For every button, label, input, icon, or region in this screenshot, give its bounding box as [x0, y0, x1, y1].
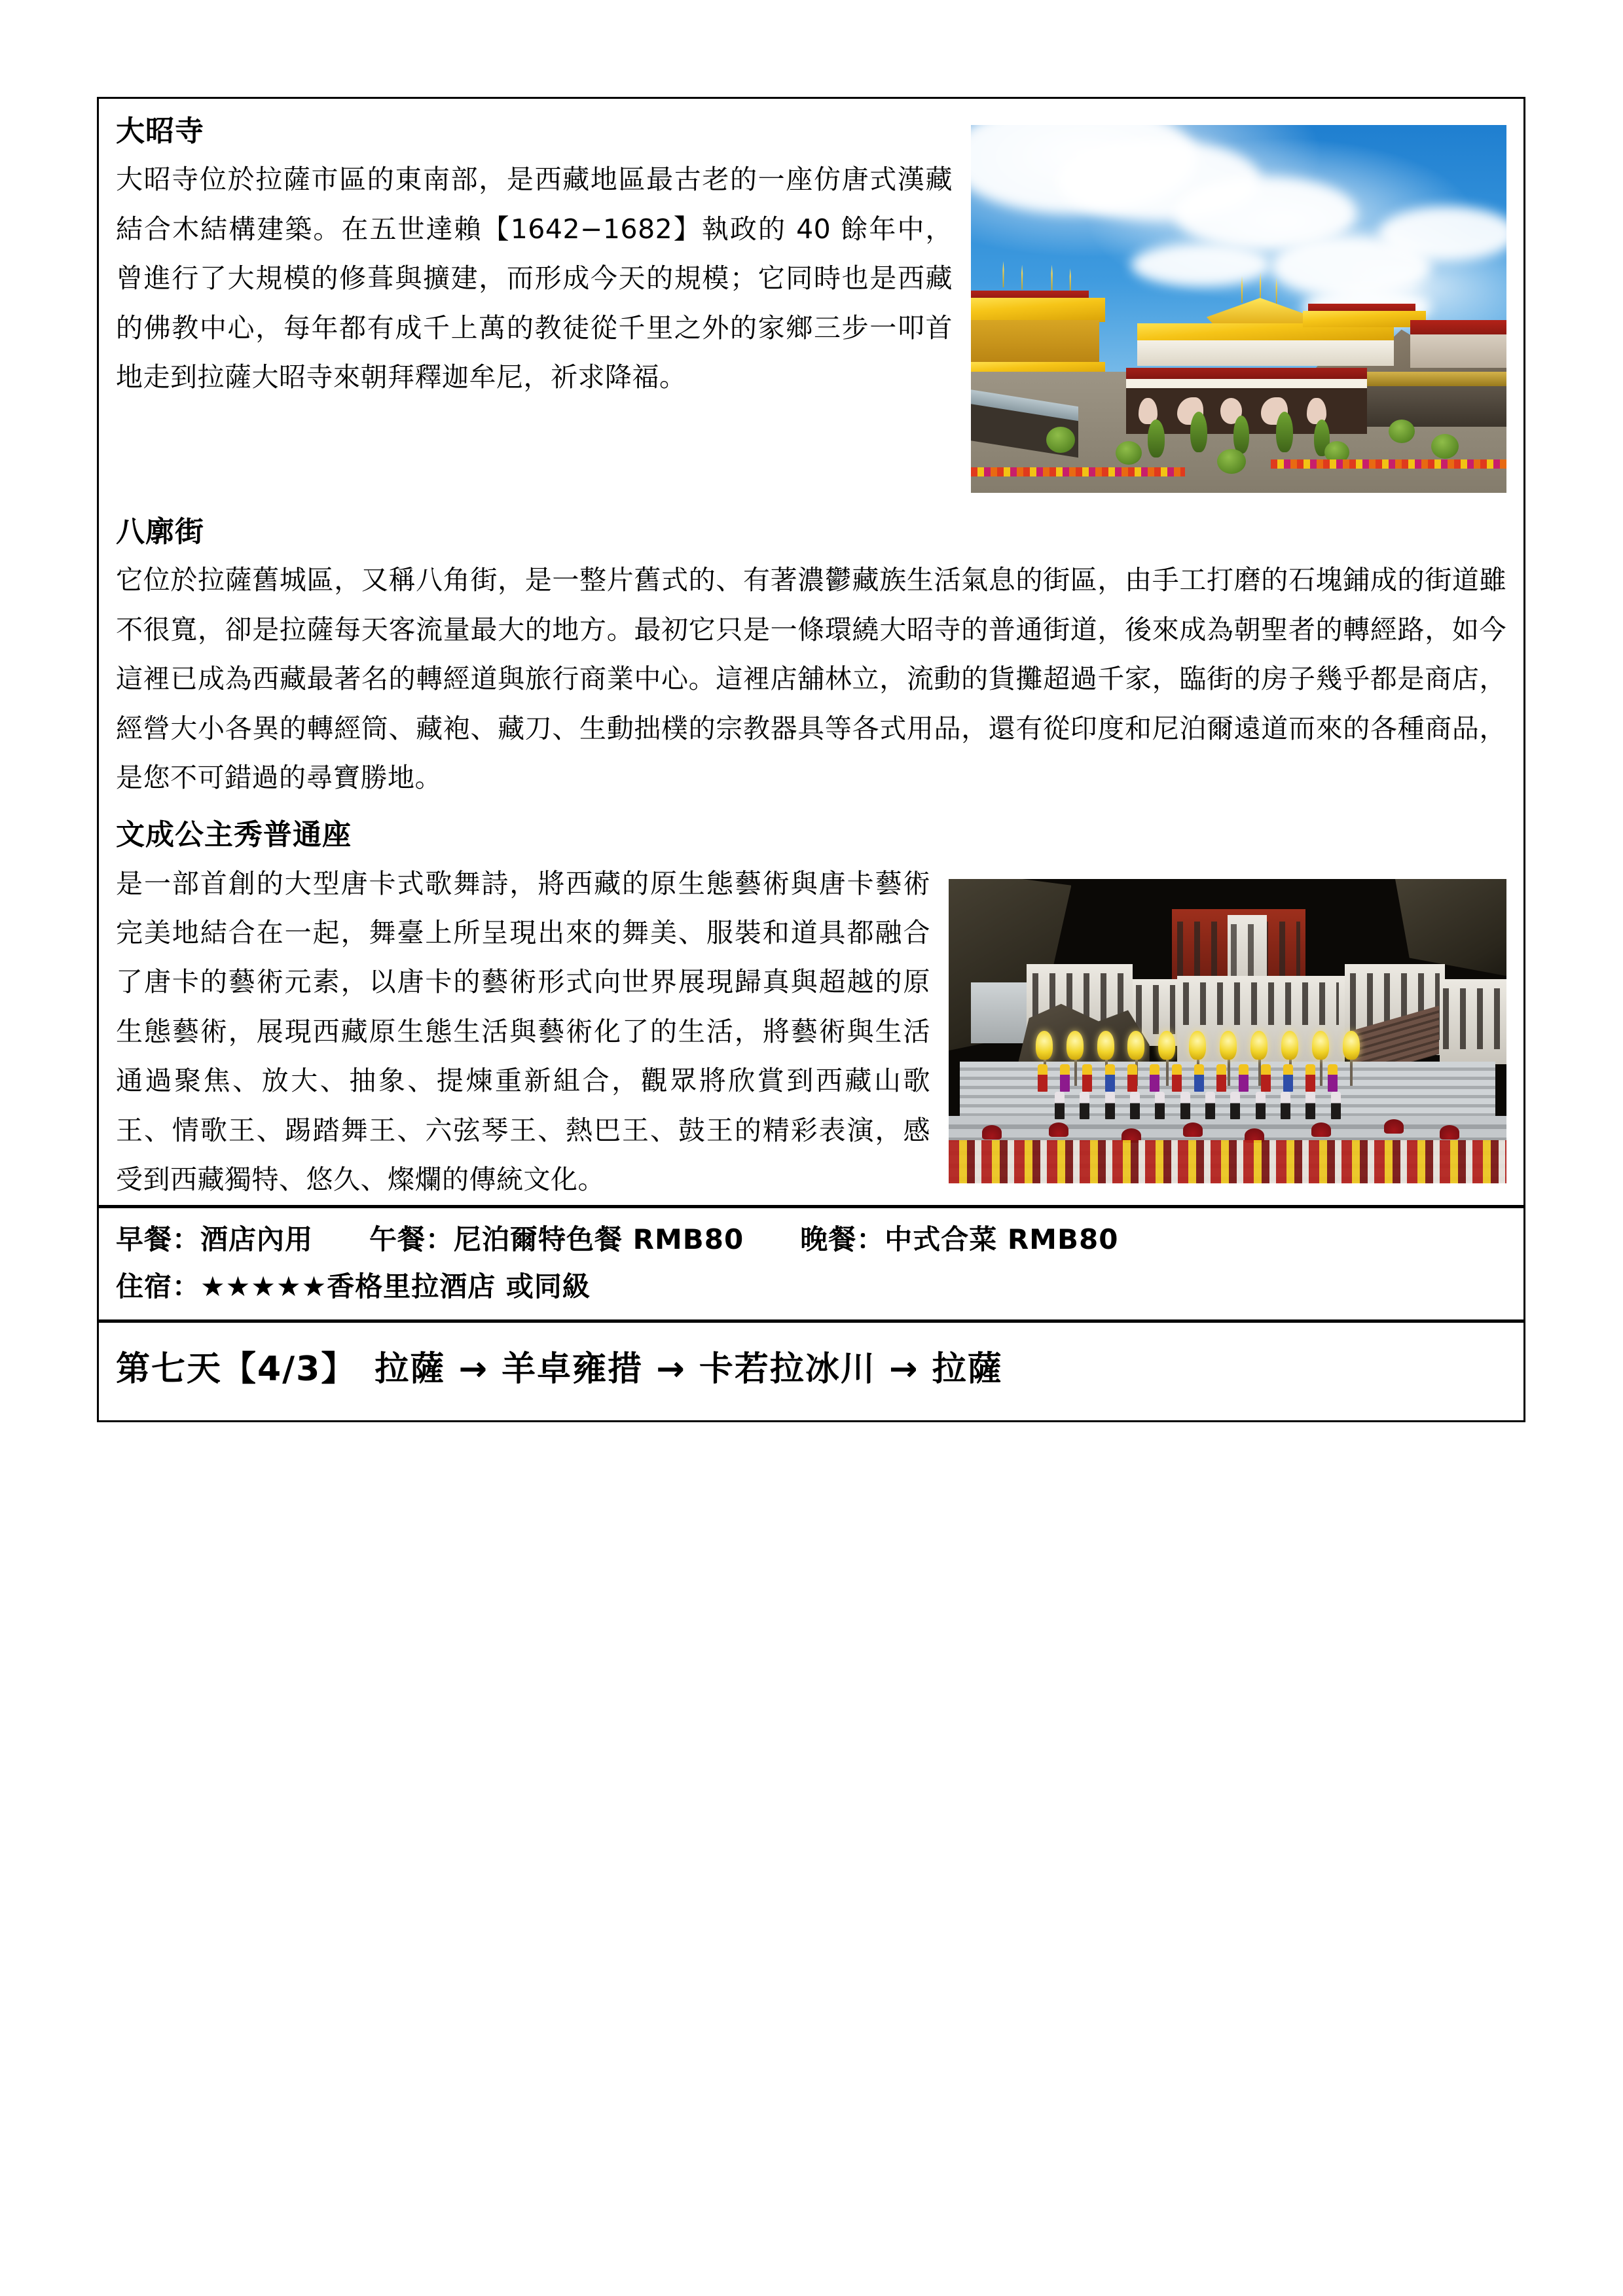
golden-roof [1303, 311, 1426, 327]
red-headdress-icon [1440, 1125, 1459, 1139]
gallery-corridor [1367, 386, 1506, 427]
yellow-lamp-icon [1127, 1031, 1144, 1060]
courtyard-bush [1116, 441, 1142, 465]
jokhang-temple-photo [971, 125, 1506, 493]
white-wall [1137, 340, 1395, 366]
courtyard-tree [1233, 416, 1249, 454]
performer [1150, 1064, 1159, 1092]
palace-windows [1443, 988, 1506, 1049]
performer [1283, 1064, 1293, 1092]
performer [1082, 1064, 1092, 1092]
accommodation-line: 住宿：★★★★★香格里拉酒店 或同級 [116, 1270, 591, 1302]
itinerary-table [97, 97, 1525, 1422]
courtyard-bush [1046, 427, 1075, 453]
next-day-cell [99, 1323, 1523, 1420]
attractions-cell [99, 109, 1523, 1205]
poi-title-wencheng-show: 文成公主秀普通座 [116, 818, 352, 852]
performer [1205, 1092, 1215, 1119]
red-headdress-icon [1311, 1122, 1331, 1137]
courtyard-tree [1148, 420, 1165, 457]
yellow-lamp-icon [1067, 1031, 1084, 1060]
performer [1180, 1092, 1190, 1119]
performer [1060, 1064, 1070, 1092]
yellow-lamp-icon [1312, 1031, 1329, 1060]
yellow-lamp-icon [1036, 1031, 1053, 1060]
courtyard-bush [1389, 420, 1415, 443]
yellow-lamp-icon [1250, 1031, 1267, 1060]
red-headdress-icon [1049, 1122, 1068, 1137]
courtyard-tree [1276, 412, 1293, 452]
poi-body-barkhor: 它位於拉薩舊城區，又稱八角街，是一整片舊式的、有著濃鬱藏族生活氣息的街區，由手工打磨的石塊鋪成的街道雖不很寬，卻是拉薩每天客流量最大的地方。最初它只是一條環繞大昭寺的普通街道，後來成為朝聖者的轉經路，如今這裡已成為西藏最著名的轉經道與旅行商業中心。這裡店舖林立，流動的貨攤超過千家，臨街的房子幾乎都是商店，經營大小各異的轉經筒、藏袍、藏刀、生動拙樸的宗教器具等各式用品，還有從印度和尼泊爾遠道而來的各種商品，是您不可錯過的尋寶勝地。 [116, 564, 1506, 793]
poi-title-barkhor: 八廓街 [116, 515, 204, 548]
yellow-lamp-icon [1220, 1031, 1237, 1060]
palace-windows [1183, 982, 1340, 1025]
red-headdress-icon [1384, 1119, 1404, 1134]
front-performer-row [949, 1140, 1506, 1183]
yellow-lamp-icon [1158, 1031, 1175, 1060]
flower-bed [971, 467, 1185, 476]
performer [1281, 1092, 1290, 1119]
performer [1038, 1064, 1048, 1092]
next-day-line: 第七天【4/3】 拉薩 → 羊卓雍措 → 卡若拉冰川 → 拉薩 [116, 1349, 1003, 1389]
performer [1172, 1064, 1182, 1092]
cloud-shape [1378, 206, 1506, 261]
yellow-lamp-icon [1343, 1031, 1360, 1060]
gilded-wall [971, 320, 1099, 364]
flower-bed [1271, 459, 1506, 469]
performer [1305, 1064, 1315, 1092]
performer [1155, 1092, 1165, 1119]
performer [1239, 1064, 1249, 1092]
red-roof-trim [1410, 320, 1506, 334]
gallery-eave [1367, 372, 1506, 386]
yellow-lamp-icon [1281, 1031, 1298, 1060]
courtyard-bush [1217, 449, 1246, 474]
meals-cell [99, 1208, 1523, 1265]
performer [1256, 1092, 1266, 1119]
poi-title-jokhang: 大昭寺 [116, 115, 204, 148]
performer [1328, 1064, 1338, 1092]
meals-line: 早餐：酒店內用 午餐：尼泊爾特色餐 RMB80 晚餐：中式合菜 RMB80 [116, 1223, 1119, 1255]
red-headdress-icon [1183, 1122, 1203, 1137]
performer [1055, 1092, 1065, 1119]
performer [1230, 1092, 1240, 1119]
performer [1261, 1064, 1271, 1092]
performer [1194, 1064, 1204, 1092]
yellow-lamp-icon [1189, 1031, 1206, 1060]
performer [1105, 1064, 1115, 1092]
performer [1130, 1092, 1140, 1119]
performer [1080, 1092, 1089, 1119]
performer [1331, 1092, 1341, 1119]
wencheng-show-photo [949, 879, 1506, 1183]
courtyard-tree [1190, 412, 1207, 452]
poi-body-jokhang: 大昭寺位於拉薩市區的東南部，是西藏地區最古老的一座仿唐式漢藏結合木結構建築。在五世達賴【1642−1682】執政的 40 餘年中，曾進行了大規模的修葺與擴建，而形成今天的規模；它同時也是西藏的佛教中心，每年都有成千上萬的教徒從千里之外的家鄉三步一叩首地走到拉薩大昭寺來朝拜釋迦牟尼，祈求降福。 [116, 164, 953, 393]
poi-body-wencheng-show: 是一部首創的大型唐卡式歌舞詩，將西藏的原生態藝術與唐卡藝術完美地結合在一起，舞臺上所呈現出來的舞美、服裝和道具都融合了唐卡的藝術元素，以唐卡的藝術形式向世界展現歸真與超越的原生態藝術，展現西藏原生態生活與藝術化了的生活，將藝術與生活通過聚焦、放大、抽象、提煉重新組合，觀眾將欣賞到西藏山歌王、情歌王、踢踏舞王、六弦琴王、熱巴王、鼓王的精彩表演，感受到西藏獨特、悠久、燦爛的傳統文化。 [116, 867, 930, 1196]
performer [1105, 1092, 1115, 1119]
cloud-shape [1131, 243, 1271, 287]
yellow-lamp-icon [1097, 1031, 1114, 1060]
performer [1305, 1092, 1315, 1119]
distant-building [971, 982, 1027, 1043]
white-wall [1410, 334, 1506, 368]
palace-windows [1136, 985, 1175, 1033]
accommodation-cell [99, 1265, 1523, 1319]
performer [1127, 1064, 1137, 1092]
red-headdress-icon [982, 1125, 1002, 1139]
performer [1216, 1064, 1226, 1092]
golden-roof [971, 298, 1105, 322]
